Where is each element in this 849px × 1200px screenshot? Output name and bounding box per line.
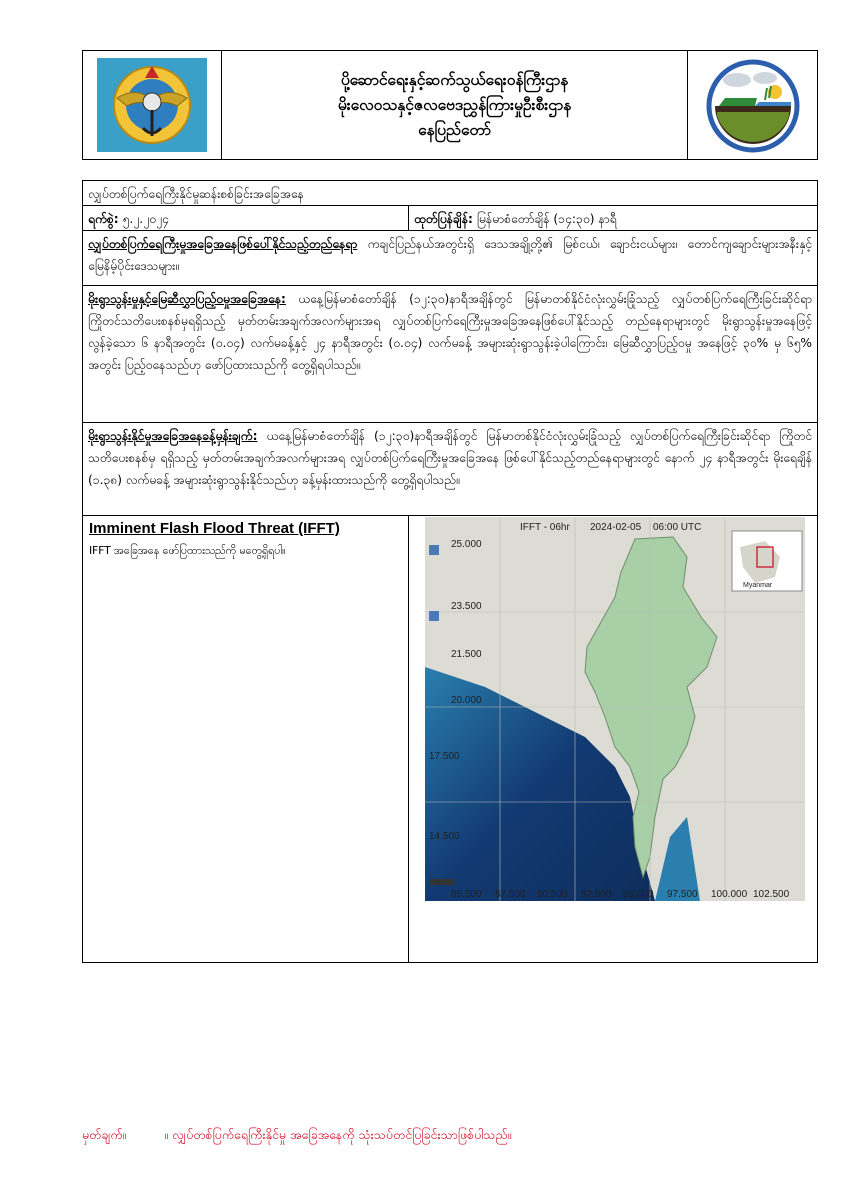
date-label: ရက်စွဲ:: [88, 212, 119, 226]
rain-paragraph: [83, 286, 817, 379]
department-title: မိုးလေဝသနှင့်ဇလဗေဒညွှန်ကြားမှုဦးစီးဌာန: [337, 95, 572, 114]
report-table: [82, 180, 818, 963]
date-issue-row: [83, 206, 817, 231]
inset-label: Myanmar: [743, 582, 773, 589]
zoom-out-button[interactable]: [429, 611, 439, 621]
ministry-title: ပို့ဆောင်ရေးနှင့်ဆက်သွယ်ရေးဝန်ကြီးဌာန: [340, 70, 569, 89]
rain-heading: မိုးရွာသွန်းမှုနှင့်မြေဆီလွှာပြည့်ဝမှုအခြေအနေ:: [88, 292, 286, 306]
date-cell: [83, 206, 409, 230]
map-product: IFFT - 06hr: [520, 522, 570, 533]
footer-label: မှတ်ချက်။: [82, 1127, 127, 1142]
area-paragraph: [83, 231, 817, 280]
scale-bar: [430, 879, 454, 885]
date-value: ၅.၂.၂၀၂၄: [122, 212, 169, 226]
footer-text: ။ လျှပ်တစ်ပြက်ရေကြီးနိုင်မှု အခြေအနေကို သုံးသပ်တင်ပြခြင်းသာဖြစ်ပါသည်။: [164, 1127, 512, 1142]
locator-inset: [732, 531, 802, 591]
footer-note: [82, 1127, 511, 1146]
issue-label: ထုတ်ပြန်ချိန်:: [414, 212, 473, 226]
report-title: လျှပ်တစ်ပြက်ရေကြီးနိုင်မှုဆန်းစစ်ခြင်းအခြေအနေ: [88, 187, 304, 201]
lon-label-2: 87.500: [495, 889, 526, 900]
header-table: [82, 50, 818, 160]
lat-top-label-2: 23.500: [451, 601, 482, 612]
forecast-paragraph: [83, 423, 817, 494]
map-date: 2024-02-05: [590, 522, 642, 533]
lat-label-2: 14.500: [429, 831, 460, 842]
rain-soil-row: [83, 286, 817, 423]
ifft-map-cell: [409, 516, 817, 962]
map-time: 06:00 UTC: [653, 522, 702, 533]
lat-top-label-3: 21.500: [451, 649, 482, 660]
ifft-title: Imminent Flash Flood Threat (IFFT): [89, 520, 340, 537]
lat-label-1: 17.500: [429, 751, 460, 762]
department-emblem-icon: [97, 58, 207, 152]
rain-text: ယနေ့မြန်မာစံတော်ချိန် (၁၂:၃၀)နာရီအချိန်တွင် မြန်မာတစ်နိုင်ငံလုံးလွှမ်းခြုံသည့် လျှပ်တစ်ပြက်ရေကြီးခြင်းဆိုင်ရာ ကြိုတင်သတိပေးစနစ်မှရရှိသည့် မှတ်တမ်းအချက်အလက်များအရ လျှပ်တစ်ပြက်ရေကြီးမှုအခြေအနေဖြစ်ပေါ်နိုင်သည့် တည်နေရာများတွင် မိုးရွာသွန်းမှုအနေဖြင့် လွန်ခဲ့သော ၆ နာရီအတွင်း (၀.၀၄) လက်မခန့်နှင့် ၂၄ နာရီအတွင်း (၀.၀၄) လက်မခန့် အများဆုံးရွာသွန်းခဲ့ပါကြောင်း၊ မြေဆီလွှာပြည့်ဝမှု အနေဖြင့် ၃၀% မှ ၆၅% အတွင်း ပြည့်ဝနေသည်ဟု ဖော်ပြထားသည်ကို တွေ့ရှိရပါသည်။: [88, 292, 812, 372]
issue-value: မြန်မာစံတော်ချိန် (၁၄:၃၀) နာရီ: [476, 212, 617, 226]
area-text: ကချင်ပြည်နယ်အတွင်းရှိ ဒေသအချို့တို့၏ မြစ်ငယ်၊ ချောင်းငယ်များ၊ တောင်ကျချောင်းများအနီးနှင့် မြေနိမ့်ပိုင်းဒေသများ။: [88, 237, 812, 273]
lon-label-5: 95.000: [623, 889, 654, 900]
lon-label-3: 90.500: [537, 889, 568, 900]
lat-top-label-1: 25.000: [451, 539, 482, 550]
ifft-text-cell: [83, 516, 409, 962]
right-logo-cell: [687, 51, 817, 159]
header-title-block: [222, 51, 687, 159]
lon-label-4: 92.500: [581, 889, 612, 900]
lat-top-label-4: 20.000: [451, 695, 482, 706]
lon-label-6: 97.500: [667, 889, 698, 900]
map-title-bar: [520, 522, 701, 533]
area-row: [83, 231, 817, 286]
forecast-heading: မိုးရွာသွန်းနိုင်မှုအခြေအနေခန့်မှန်းချက်:: [88, 429, 258, 443]
left-logo-cell: [83, 51, 222, 159]
ifft-map[interactable]: [425, 517, 805, 901]
area-heading: လျှပ်တစ်ပြက်ရေကြီးမှုအခြေအနေဖြစ်ပေါ်နိုင်သည့်တည်နေရာ: [88, 237, 358, 251]
forecast-text: ယနေ့မြန်မာစံတော်ချိန် (၁၂:၃၀)နာရီအချိန်တွင် မြန်မာတစ်နိုင်ငံလုံးလွှမ်းခြုံသည့် လျှပ်တစ်ပြက်ရေကြီးခြင်းဆိုင်ရာ ကြိုတင်သတိပေးစနစ်မှ ရရှိသည့် မှတ်တမ်းအချက်အလက်များအရ လျှပ်တစ်ပြက်ရေကြီးမှုအခြေအနေ ဖြစ်ပေါ်နိုင်သည့်တည်နေရာများတွင် နောက် ၂၄ နာရီအတွင်း မိုးရေချိန် (၁.၃၈) လက်မခန့် အများဆုံးရွာသွန်းနိုင်သည်ဟု ခန့်မှန်းထားသည်ကို တွေ့ရှိရပါသည်။: [88, 429, 812, 487]
lon-label-7: 100.000: [711, 889, 748, 900]
zoom-in-button[interactable]: [429, 545, 439, 555]
hydrological-cycle-icon: [705, 58, 801, 154]
lon-label-8: 102.500: [753, 889, 790, 900]
ifft-row: [83, 516, 817, 962]
city-title: နေပြည်တော်: [418, 120, 491, 139]
forecast-row: [83, 423, 817, 516]
issue-time-cell: [409, 206, 622, 230]
lon-label-1: 85.500: [451, 889, 482, 900]
report-title-row: [83, 181, 817, 206]
ifft-note: IFFT အခြေအနေ ဖော်ပြထားသည်ကို မတွေ့ရှိရပါ။: [89, 544, 286, 557]
